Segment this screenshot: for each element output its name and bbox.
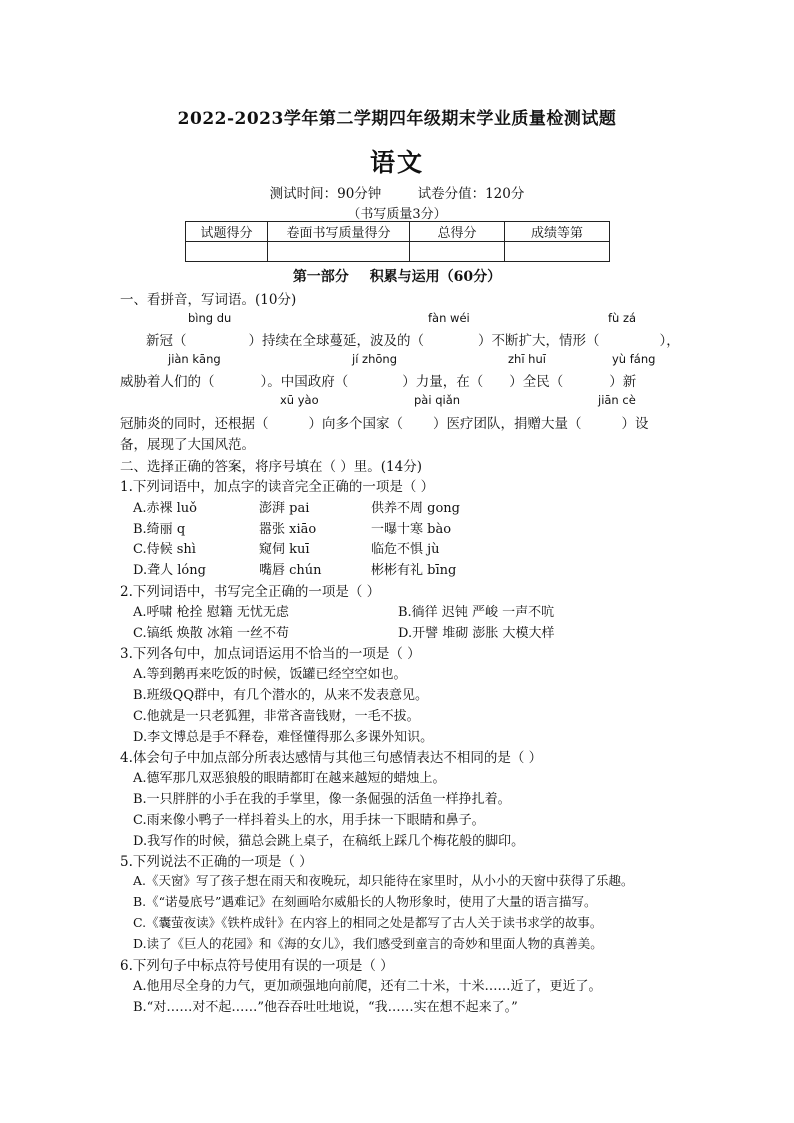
exam-score: 试卷分值：120分 [417,186,525,202]
score-cell[interactable] [505,242,610,262]
score-cell[interactable] [186,242,268,262]
score-table-header: 总得分 [410,222,505,242]
pinyin-10: jiān cè [598,393,636,407]
part-heading [0,266,794,286]
fill-line-2: 威胁着人们的（ ）。中国政府（ ）力量，在（ ）全民（ ）新 [120,374,637,390]
section1-title: 一、看拼音，写词语。(10分) [120,292,297,308]
fill-line-3: 冠肺炎的同时，还根据（ ）向多个国家（ ）医疗团队，捐赠大量（ ）设 [120,416,649,432]
fill-line-4: 备，展现了大国风范。 [120,437,255,453]
part-label: 第一部分 [292,269,349,285]
pinyin-3: fù zá [608,311,637,325]
score-table-header: 卷面书写质量得分 [268,222,410,242]
q5-option[interactable]: D.读了《巨人的花园》和《海的女儿》，我们感受到童言的奇妙和里面人物的真善美。 [133,936,603,951]
q3-option[interactable]: A.等到鹅再来吃饭的时候，饭罐已经空空如也。 [133,667,407,682]
q1-option[interactable]: C.侍候 shì [133,542,196,557]
q6-option[interactable]: B.“对……对不起……”他吞吞吐吐地说，“我……实在想不起来了。” [133,1000,518,1015]
question-6-stem: 6.下列句子中标点符号使用有误的一项是（ ） [120,958,394,974]
q3-option[interactable]: D.李文博总是手不释卷，难怪懂得那么多课外知识。 [133,730,434,745]
score-table-blank-row [186,242,610,262]
question-3-stem: 3.下列各句中，加点词语运用不恰当的一项是（ ） [120,646,421,662]
q6-option[interactable]: A.他用尽全身的力气，更加顽强地向前爬，还有二十米，十米……近了，更近了。 [133,979,602,994]
question-1-stem: 1.下列词语中，加点字的读音完全正确的一项是（ ） [120,479,435,495]
part-title: 积累与运用（60分） [369,269,502,285]
pinyin-2: fàn wéi [428,311,470,325]
pinyin-4: jiàn kāng [168,352,221,366]
pinyin-9: pài qiǎn [414,393,461,407]
q2-option[interactable]: B.徜徉 迟钝 严峻 一声不吭 [398,605,555,620]
exam-time: 测试时间：90分钟 [269,186,382,202]
q1-option-word: 彬彬有礼 bīng [371,563,457,578]
q1-option[interactable]: B.绮丽 q [133,522,186,537]
q1-option-word: 嘴唇 chún [259,563,322,578]
pinyin-5: jí zhōng [352,352,397,366]
subject-title: 语文 [369,148,424,177]
q5-option[interactable]: B.《“诺曼底号”遇难记》在刻画哈尔威船长的人物形象时，使用了大量的语言描写。 [133,894,597,909]
question-4-stem: 4.体会句子中加点部分所表达感情与其他三句感情表达不相同的是（ ） [120,750,543,766]
exam-meta [0,182,794,202]
q1-option[interactable]: A.赤裸 luǒ [133,501,198,516]
q1-option-word: 窥伺 kuī [259,542,310,557]
q1-option-word: 临危不惧 jù [371,542,440,557]
score-table-header: 成绩等第 [505,222,610,242]
q4-option[interactable]: A.德军那几双恶狼般的眼睛都盯在越来越短的蜡烛上。 [133,771,446,786]
writing-quality-note: （书写质量3分） [347,207,447,222]
q3-option[interactable]: C.他就是一只老狐狸，非常吝啬钱财，一毛不拔。 [133,709,420,724]
q2-option[interactable]: D.开譬 堆砌 澎胀 大模大样 [398,626,555,641]
pinyin-1: bìng du [188,311,232,325]
score-table [185,221,610,262]
question-5-stem: 5.下列说法不正确的一项是（ ） [120,854,313,870]
question-2-stem: 2.下列词语中，书写完全正确的一项是（ ） [120,584,381,600]
q1-option-word: 嚣张 xiāo [259,522,317,537]
q4-option[interactable]: D.我写作的时候，猫总会跳上桌子，在稿纸上踩几个梅花般的脚印。 [133,834,525,849]
score-table-header-row [186,222,610,242]
score-table-header: 试题得分 [186,222,268,242]
fill-line-1: 新冠（ ）持续在全球蔓延，波及的（ ）不断扩大，情形（ ）， [146,333,680,349]
q5-option[interactable]: C.《囊萤夜读》《铁杵成针》在内容上的相同之处是都写了古人关于读书求学的故事。 [133,915,603,930]
section2-title: 二、选择正确的答案，将序号填在（ ）里。(14分) [120,459,423,475]
q2-option[interactable]: A.呼啸 枪拴 慰籍 无忧无虑 [133,605,289,620]
score-cell[interactable] [410,242,505,262]
q2-option[interactable]: C.镐纸 焕散 冰箱 一丝不苟 [133,626,290,641]
exam-title: 2022-2023学年第二学期四年级期末学业质量检测试题 [177,109,617,129]
q1-option-word: 供养不周 gong [371,501,460,516]
pinyin-6: zhī huī [508,352,546,366]
score-cell[interactable] [268,242,410,262]
q3-option[interactable]: B.班级QQ群中，有几个潜水的，从来不发表意见。 [133,688,429,703]
q5-option[interactable]: A.《天窗》写了孩子想在雨天和夜晚玩，却只能待在家里时，从小小的天窗中获得了乐趣。 [133,873,634,888]
q1-option-word: 一曝十寒 bào [371,522,452,537]
q1-option[interactable]: D.聋人 lóng [133,563,206,578]
pinyin-7: yù fáng [612,352,656,366]
pinyin-8: xū yào [280,393,319,407]
q4-option[interactable]: C.雨来像小鸭子一样抖着头上的水，用手抹一下眼睛和鼻子。 [133,813,485,828]
q4-option[interactable]: B.一只胖胖的小手在我的手掌里，像一条倔强的活鱼一样挣扎着。 [133,792,511,807]
q1-option-word: 澎湃 pai [259,501,310,516]
